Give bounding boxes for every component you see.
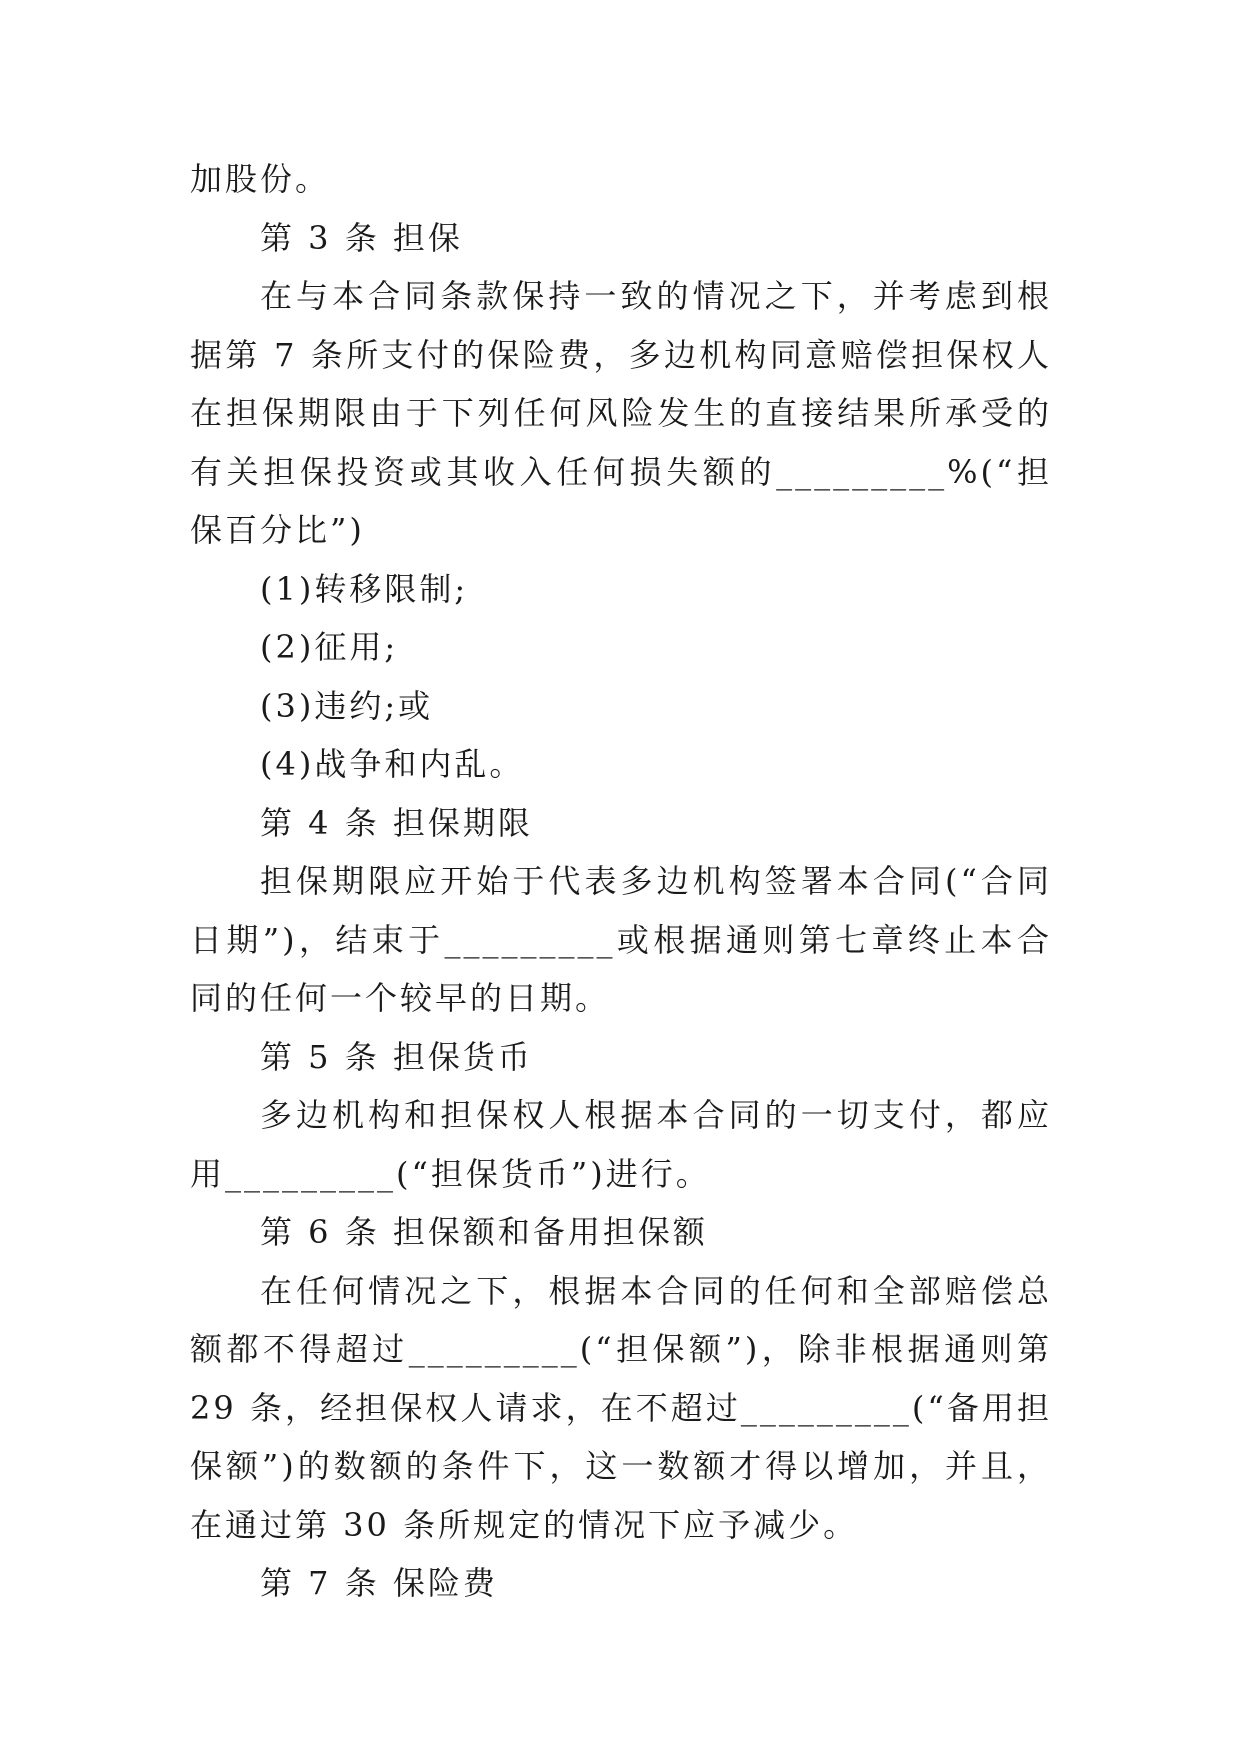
risk-item-war: (4)战争和内乱。: [260, 745, 525, 783]
article-6-body: 在任何情况之下，根据本合同的任何和全部赔偿总额都不得超过_________(“担保额”)，除非根据通则第 29 条，经担保权人请求，在不超过_________(“备用担保额”)的数额的条件下，这一数额才得以增加，并且，在通过第 30 条所规定的情况下应予减少。: [190, 1271, 1052, 1544]
article-4-heading: 第 4 条 担保期限: [260, 803, 533, 842]
document-body: [190, 150, 1052, 1613]
article-3-heading: 第 3 条 担保: [260, 218, 463, 257]
article-7-heading: 第 7 条 保险费: [260, 1564, 498, 1602]
article-5-heading: 第 5 条 担保货币: [260, 1037, 533, 1076]
article-4-body: 担保期限应开始于代表多边机构签署本合同(“合同日期”)，结束于_________或根据通则第七章终止本合同的任何一个较早的日期。: [190, 862, 1052, 1017]
article-5-body: 多边机构和担保权人根据本合同的一切支付，都应用_________(“担保货币”)进行。: [190, 1096, 1052, 1193]
article-3-body: 在与本合同条款保持一致的情况之下，并考虑到根据第 7 条所支付的保险费，多边机构同意赔偿担保权人在担保期限由于下列任何风险发生的直接结果所承受的有关担保投资或其收入任何损失额的_________%(“担保百分比”): [190, 277, 1052, 549]
paragraph-continuation: 加股份。: [190, 160, 331, 198]
article-6-heading: 第 6 条 担保额和备用担保额: [260, 1213, 708, 1251]
risk-item-transfer-restriction: (1)转移限制;: [260, 569, 469, 608]
risk-item-expropriation: (2)征用;: [260, 628, 399, 666]
risk-item-breach: (3)违约;或: [260, 686, 434, 725]
